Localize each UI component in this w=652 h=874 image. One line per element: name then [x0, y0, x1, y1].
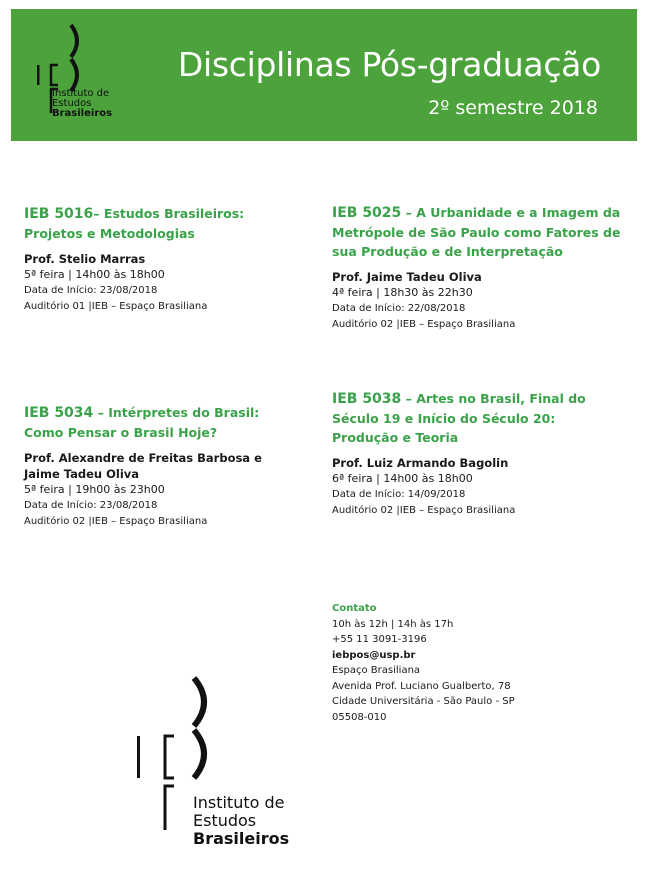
course-schedule: 4ª feira | 18h30 às 22h30: [332, 286, 473, 299]
contact-city: Cidade Universitária - São Paulo - SP: [332, 696, 515, 707]
page-subtitle: 2º semestre 2018: [428, 97, 598, 119]
course-professor: Prof. Luiz Armando Bagolin: [332, 456, 509, 470]
course-ieb-5038: [332, 389, 617, 519]
logo-line-2: Estudos: [52, 98, 92, 109]
contact-venue: Espaço Brasiliana: [332, 665, 421, 676]
course-name: – A Urbanidade e a Imagem da Metrópole de São Paulo como Fatores de sua Produção e de Interpretação: [332, 205, 621, 259]
course-code: IEB 5034: [24, 405, 94, 421]
header-logo-text: [52, 89, 112, 119]
course-title: [332, 389, 617, 447]
course-code: IEB 5038: [332, 391, 402, 407]
course-location: Auditório 02 |IEB – Espaço Brasiliana: [332, 319, 516, 330]
course-schedule: 5ª feira | 14h00 às 18h00: [24, 268, 165, 281]
course-name: – Estudos Brasileiros: Projetos e Metodologias: [24, 206, 245, 241]
course-code: IEB 5025: [332, 205, 402, 221]
footer-logo-text: [193, 794, 289, 848]
contact-street: Avenida Prof. Luciano Gualberto, 78: [332, 680, 511, 692]
contact-email: iebpos@usp.br: [332, 649, 416, 661]
course-location: Auditório 02 |IEB – Espaço Brasiliana: [24, 516, 208, 527]
course-location: Auditório 02 |IEB – Espaço Brasiliana: [332, 505, 516, 516]
course-name: – Intérpretes do Brasil: Como Pensar o Brasil Hoje?: [24, 405, 260, 440]
course-code: IEB 5016: [24, 206, 94, 222]
course-ieb-5034: [24, 403, 294, 530]
course-professor: Prof. Jaime Tadeu Oliva: [332, 270, 482, 284]
course-start-date: Data de Início: 23/08/2018: [24, 285, 158, 296]
course-start-date: Data de Início: 14/09/2018: [332, 489, 466, 500]
course-professor: Prof. Alexandre de Freitas Barbosa e Jaime Tadeu Oliva: [24, 451, 262, 481]
course-title: [24, 403, 294, 442]
footer-line-3: Brasileiros: [193, 829, 290, 848]
contact-hours: 10h às 12h | 14h às 17h: [332, 618, 454, 630]
contact-block: [332, 601, 515, 725]
footer-line-1: Instituto de: [193, 793, 285, 812]
header-banner: [11, 9, 637, 141]
page-title: Disciplinas Pós-graduação: [177, 45, 601, 84]
course-start-date: Data de Início: 23/08/2018: [24, 500, 158, 511]
course-start-date: Data de Início: 22/08/2018: [332, 303, 466, 314]
course-schedule: 5ª feira | 19h00 às 23h00: [24, 483, 165, 496]
logo-line-1: Instituto de: [52, 88, 110, 99]
course-schedule: 6ª feira | 14h00 às 18h00: [332, 472, 473, 485]
course-professor: Prof. Stelio Marras: [24, 252, 146, 266]
logo-line-3: Brasileiros: [52, 108, 113, 119]
course-name: – Artes no Brasil, Final do Século 19 e Início do Século 20: Produção e Teoria: [332, 391, 586, 445]
contact-zip: 05508-010: [332, 711, 387, 723]
course-title: [332, 203, 622, 261]
course-title: [24, 204, 294, 243]
course-ieb-5025: [332, 203, 622, 333]
course-location: Auditório 01 |IEB – Espaço Brasiliana: [24, 301, 208, 312]
footer-line-2: Estudos: [193, 811, 257, 830]
course-ieb-5016: [24, 204, 294, 315]
contact-phone: +55 11 3091-3196: [332, 634, 427, 645]
contact-label: Contato: [332, 603, 377, 614]
